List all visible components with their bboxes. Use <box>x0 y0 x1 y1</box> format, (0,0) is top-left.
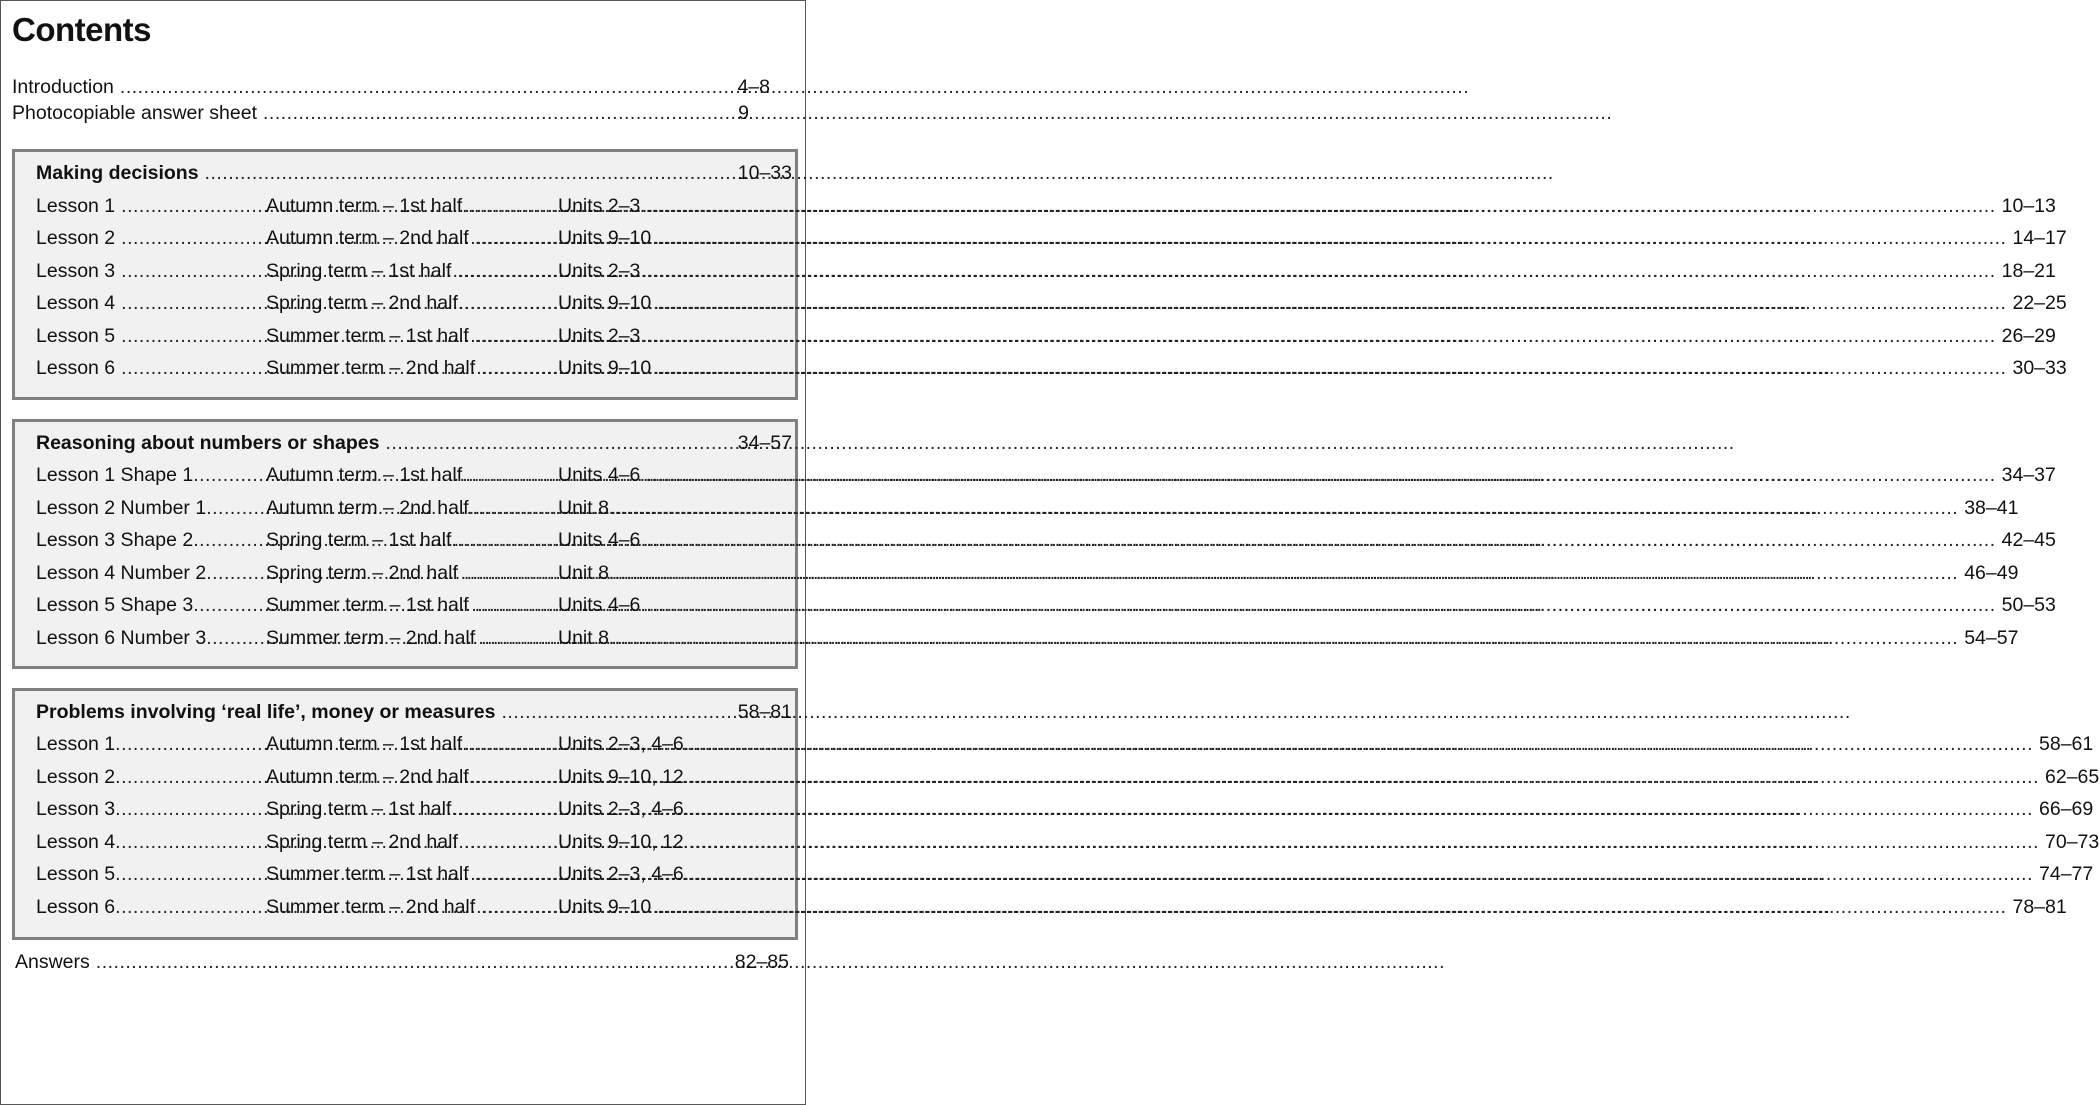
dot-leader <box>502 701 732 724</box>
dot-leader <box>475 325 558 348</box>
dot-leader <box>193 529 260 552</box>
dot-leader <box>684 733 2033 756</box>
lesson-label: Lesson 5 <box>36 325 116 347</box>
section-heading: Reasoning about numbers or shapes <box>36 432 380 454</box>
section-pages: 34–57 <box>737 432 792 454</box>
dot-leader <box>115 733 260 756</box>
term-label: Spring term – 2nd half <box>266 562 458 584</box>
lesson-pages: 50–53 <box>2001 594 2056 616</box>
dot-leader <box>385 432 731 455</box>
term-label: Summer term – 1st half <box>266 325 469 347</box>
units-label: Units 9–10 <box>558 227 652 249</box>
toc-entry-label: Photocopiable answer sheet <box>12 102 257 124</box>
lesson-label: Lesson 3 <box>36 798 116 820</box>
lesson-row[interactable] <box>36 831 2099 857</box>
term-label: Spring term – 1st half <box>266 260 452 282</box>
lesson-label: Lesson 5 <box>36 863 116 885</box>
term-label: Summer term – 2nd half <box>266 896 476 918</box>
lesson-label: Lesson 2 <box>36 227 116 249</box>
lesson-label: Lesson 6 <box>36 896 116 918</box>
units-label: Units 9–10 <box>558 292 652 314</box>
term-label: Summer term – 1st half <box>266 863 469 885</box>
dot-leader <box>206 627 260 650</box>
units-label: Units 2–3 <box>558 325 641 347</box>
toc-entry-pages: 82–85 <box>734 951 789 973</box>
lesson-pages: 34–37 <box>2001 464 2056 486</box>
term-label: Autumn term – 2nd half <box>266 227 469 249</box>
dot-leader <box>121 292 260 315</box>
lesson-pages: 22–25 <box>2012 292 2067 314</box>
lesson-label: Lesson 4 <box>36 831 116 853</box>
toc-entry-pages: 9 <box>738 102 749 124</box>
lesson-label: Lesson 1 Shape 1 <box>36 464 194 486</box>
term-label: Spring term – 2nd half <box>266 292 458 314</box>
lesson-pages: 78–81 <box>2012 896 2067 918</box>
lesson-pages: 26–29 <box>2001 325 2056 347</box>
toc-entry-answer-sheet[interactable] <box>12 102 749 125</box>
dot-leader <box>690 831 2039 854</box>
dot-leader <box>462 733 558 756</box>
units-label: Unit 8 <box>558 627 609 649</box>
toc-entry-label: Answers <box>15 951 90 973</box>
units-label: Units 4–6 <box>558 529 641 551</box>
dot-leader <box>121 227 260 250</box>
term-label: Autumn term – 2nd half <box>266 497 469 519</box>
units-label: Units 9–10 <box>558 896 652 918</box>
dot-leader <box>475 594 558 617</box>
lesson-row[interactable] <box>36 562 2019 588</box>
dot-leader <box>121 195 260 218</box>
section-making-decisions <box>12 149 2067 400</box>
section-real-life-problems <box>12 688 2099 940</box>
lesson-pages: 62–65 <box>2045 766 2099 788</box>
dot-leader <box>206 562 260 585</box>
dot-leader <box>646 529 1995 552</box>
units-label: Units 2–3, 4–6 <box>558 863 684 885</box>
section-reasoning <box>12 419 2056 669</box>
lesson-pages: 70–73 <box>2045 831 2099 853</box>
lesson-label: Lesson 6 Number 3 <box>36 627 207 649</box>
lesson-pages: 66–69 <box>2039 798 2094 820</box>
lesson-row[interactable] <box>36 227 2067 253</box>
dot-leader <box>120 76 732 99</box>
units-label: Units 2–3 <box>558 260 641 282</box>
dot-leader <box>657 357 2006 380</box>
lesson-row[interactable] <box>36 863 2094 889</box>
dot-leader <box>464 562 558 585</box>
lesson-row[interactable] <box>36 798 2094 824</box>
term-label: Spring term – 2nd half <box>266 831 458 853</box>
lesson-pages: 10–13 <box>2001 195 2056 217</box>
dot-leader <box>475 227 558 250</box>
dot-leader <box>96 951 735 974</box>
units-label: Units 2–3, 4–6 <box>558 733 684 755</box>
dot-leader <box>115 896 260 919</box>
dot-leader <box>657 896 2006 919</box>
term-label: Summer term – 2nd half <box>266 357 476 379</box>
dot-leader <box>684 863 2033 886</box>
term-label: Summer term – 1st half <box>266 594 469 616</box>
units-label: Units 4–6 <box>558 464 641 486</box>
term-label: Spring term – 1st half <box>266 798 452 820</box>
dot-leader <box>475 863 558 886</box>
lesson-row[interactable] <box>36 766 2099 792</box>
lesson-row[interactable] <box>36 529 2056 555</box>
lesson-label: Lesson 2 <box>36 766 116 788</box>
dot-leader <box>646 260 1995 283</box>
section-pages: 58–81 <box>737 701 792 723</box>
section-pages: 10–33 <box>737 162 792 184</box>
lesson-label: Lesson 1 <box>36 195 116 217</box>
lesson-label: Lesson 5 Shape 3 <box>36 594 194 616</box>
lesson-label: Lesson 4 <box>36 292 116 314</box>
lesson-label: Lesson 4 Number 2 <box>36 562 207 584</box>
dot-leader <box>458 292 558 315</box>
term-label: Autumn term – 1st half <box>266 195 463 217</box>
lesson-label: Lesson 3 Shape 2 <box>36 529 194 551</box>
dot-leader <box>193 594 260 617</box>
lesson-label: Lesson 2 Number 1 <box>36 497 207 519</box>
units-label: Units 9–10 <box>558 357 652 379</box>
units-label: Units 9–10, 12 <box>558 766 684 788</box>
dot-leader <box>115 863 260 886</box>
dot-leader <box>646 464 1995 487</box>
dot-leader <box>657 292 2006 315</box>
section-heading-row[interactable] <box>36 701 792 727</box>
dot-leader <box>115 798 260 821</box>
lesson-row[interactable] <box>36 260 2056 286</box>
lesson-row[interactable] <box>36 292 2067 318</box>
toc-entry-label: Introduction <box>12 76 114 98</box>
dot-leader <box>115 766 260 789</box>
dot-leader <box>646 325 1995 348</box>
units-label: Units 4–6 <box>558 594 641 616</box>
page-title: Contents <box>12 11 151 48</box>
dot-leader <box>115 831 260 854</box>
lesson-row[interactable] <box>36 357 2067 383</box>
lesson-pages: 46–49 <box>1964 562 2019 584</box>
toc-entry-introduction[interactable] <box>12 76 770 99</box>
lesson-row[interactable] <box>36 627 2019 653</box>
dot-leader <box>462 195 558 218</box>
lesson-pages: 58–61 <box>2039 733 2094 755</box>
units-label: Unit 8 <box>558 497 609 519</box>
lesson-pages: 14–17 <box>2012 227 2067 249</box>
section-heading-row[interactable] <box>36 162 792 188</box>
dot-leader <box>657 227 2006 250</box>
dot-leader <box>121 260 260 283</box>
dot-leader <box>451 798 558 821</box>
term-label: Autumn term – 1st half <box>266 464 463 486</box>
dot-leader <box>469 766 558 789</box>
dot-leader <box>646 195 1995 218</box>
dot-leader <box>481 896 558 919</box>
units-label: Units 2–3, 4–6 <box>558 798 684 820</box>
units-label: Unit 8 <box>558 562 609 584</box>
section-heading-row[interactable] <box>36 432 792 458</box>
dot-leader <box>263 102 732 125</box>
lesson-pages: 54–57 <box>1964 627 2019 649</box>
term-label: Autumn term – 1st half <box>266 733 463 755</box>
lesson-row[interactable] <box>36 497 2019 523</box>
dot-leader <box>481 357 558 380</box>
dot-leader <box>206 497 260 520</box>
dot-leader <box>462 464 558 487</box>
term-label: Summer term – 2nd half <box>266 627 476 649</box>
dot-leader <box>464 831 558 854</box>
dot-leader <box>609 497 1958 520</box>
dot-leader <box>469 497 558 520</box>
dot-leader <box>690 766 2039 789</box>
lesson-row[interactable] <box>36 896 2067 922</box>
dot-leader <box>121 325 260 348</box>
lesson-pages: 74–77 <box>2039 863 2094 885</box>
lesson-pages: 38–41 <box>1964 497 2019 519</box>
lesson-label: Lesson 6 <box>36 357 116 379</box>
dot-leader <box>646 594 1995 617</box>
term-label: Spring term – 1st half <box>266 529 452 551</box>
lesson-row[interactable] <box>36 195 2056 221</box>
dot-leader <box>609 627 1958 650</box>
dot-leader <box>684 798 2033 821</box>
lesson-row[interactable] <box>36 464 2056 490</box>
lesson-pages: 30–33 <box>2012 357 2067 379</box>
dot-leader <box>451 529 558 552</box>
lesson-pages: 42–45 <box>2001 529 2056 551</box>
dot-leader <box>193 464 260 487</box>
lesson-label: Lesson 1 <box>36 733 116 755</box>
lesson-row[interactable] <box>36 325 2056 351</box>
units-label: Units 2–3 <box>558 195 641 217</box>
term-label: Autumn term – 2nd half <box>266 766 469 788</box>
lesson-label: Lesson 3 <box>36 260 116 282</box>
dot-leader <box>457 260 558 283</box>
units-label: Units 9–10, 12 <box>558 831 684 853</box>
lesson-row[interactable] <box>36 733 2094 759</box>
dot-leader <box>481 627 558 650</box>
lesson-pages: 18–21 <box>2001 260 2056 282</box>
section-heading: Problems involving ‘real life’, money or measures <box>36 701 496 723</box>
toc-entry-pages: 4–8 <box>737 76 770 98</box>
dot-leader <box>205 162 732 185</box>
lesson-row[interactable] <box>36 594 2056 620</box>
section-heading: Making decisions <box>36 162 199 184</box>
toc-entry-answers[interactable] <box>15 951 789 974</box>
dot-leader <box>609 562 1958 585</box>
dot-leader <box>121 357 260 380</box>
